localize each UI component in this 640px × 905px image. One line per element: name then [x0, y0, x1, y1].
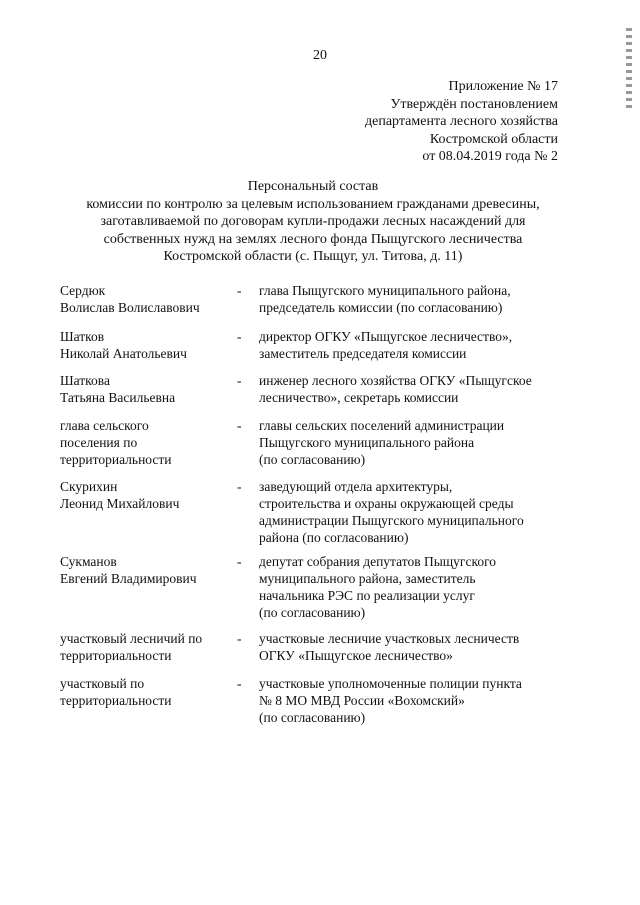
approval-block [365, 78, 558, 166]
role-line: лесничество», секретарь комиссии [259, 390, 459, 405]
role-line: района (по согласованию) [259, 530, 409, 545]
name-line: Шатков [60, 329, 105, 344]
member-role [259, 553, 559, 621]
role-line: (по согласованию) [259, 710, 366, 725]
name-line: Николай Анатольевич [60, 346, 187, 361]
name-line: Шаткова [60, 373, 110, 388]
name-line: участковый лесничий по [60, 631, 203, 646]
member-role [259, 478, 559, 546]
role-line: председатель комиссии (по согласованию) [259, 300, 503, 315]
name-line: Сукманов [60, 554, 117, 569]
role-line: (по согласованию) [259, 605, 366, 620]
scan-edge-mark [626, 28, 632, 112]
role-line: строительства и охраны окружающей среды [259, 496, 514, 511]
separator-dash: - [237, 554, 242, 569]
approval-line: Утверждён постановлением [390, 96, 558, 112]
name-line: Волислав Волиславович [60, 300, 200, 315]
separator-dash: - [237, 676, 242, 691]
role-line: администрации Пыщугского муниципального [259, 513, 524, 528]
member-role [259, 417, 559, 468]
member-role [259, 372, 559, 406]
approval-line: Приложение № 17 [448, 79, 558, 94]
name-line: поселения по [60, 435, 138, 450]
name-line: Леонид Михайлович [60, 496, 180, 511]
separator-dash: - [237, 479, 242, 494]
title-line: комиссии по контролю за целевым использованием гражданами древесины, [86, 196, 540, 212]
title-line: Персональный состав [247, 179, 379, 194]
name-line: Татьяна Васильевна [60, 390, 176, 405]
role-line: участковые лесничие участковых лесничеств [259, 631, 520, 646]
page-number: 20 [313, 48, 327, 63]
name-line: территориальности [60, 452, 172, 467]
role-line: заведующий отдела архитектуры, [259, 479, 453, 494]
member-name [60, 282, 230, 316]
role-line: инженер лесного хозяйства ОГКУ «Пыщугское [259, 373, 532, 388]
role-line: глава Пыщугского муниципального района, [259, 283, 511, 298]
name-line: участковый по [60, 676, 145, 691]
member-role [259, 282, 559, 316]
role-line: участковые уполномоченные полиции пункта [259, 676, 522, 691]
member-name [60, 553, 230, 587]
role-line: № 8 МО МВД России «Вохомский» [259, 693, 465, 708]
member-name [60, 630, 230, 664]
document-title [40, 178, 586, 266]
name-line: Евгений Владимирович [60, 571, 197, 586]
approval-line: департамента лесного хозяйства [365, 114, 558, 129]
member-name [60, 478, 230, 512]
approval-line: Костромской области [429, 131, 558, 147]
role-line: начальника РЭС по реализации услуг [259, 588, 475, 603]
name-line: территориальности [60, 693, 172, 708]
name-line: территориальности [60, 648, 172, 663]
member-role [259, 328, 559, 362]
title-line: Костромской области (с. Пыщуг, ул. Титова, д. 11) [163, 249, 463, 264]
member-name [60, 328, 230, 362]
separator-dash: - [237, 283, 242, 298]
role-line: главы сельских поселений администрации [259, 418, 505, 433]
name-line: Скурихин [60, 479, 118, 494]
member-role [259, 630, 559, 664]
role-line: директор ОГКУ «Пыщугское лесничество», [259, 329, 513, 344]
role-line: ОГКУ «Пыщугское лесничество» [259, 648, 453, 663]
role-line: Пыщугского муниципального района [259, 435, 475, 450]
title-line: заготавливаемой по договорам купли-продажи лесных насаждений для [100, 214, 526, 229]
role-line: депутат собрания депутатов Пыщугского [259, 554, 497, 569]
member-name [60, 675, 230, 709]
approval-line: от 08.04.2019 года № 2 [422, 149, 558, 164]
separator-dash: - [237, 631, 242, 646]
role-line: (по согласованию) [259, 452, 366, 467]
name-line: глава сельского [60, 418, 149, 433]
separator-dash: - [237, 329, 242, 344]
role-line: муниципального района, заместитель [259, 571, 476, 586]
name-line: Сердюк [60, 283, 106, 298]
separator-dash: - [237, 373, 242, 388]
member-name [60, 372, 230, 406]
separator-dash: - [237, 418, 242, 433]
member-name [60, 417, 230, 468]
title-line: собственных нужд на землях лесного фонда Пыщугского лесничества [103, 231, 523, 247]
role-line: заместитель председателя комиссии [259, 346, 467, 361]
member-role [259, 675, 559, 726]
